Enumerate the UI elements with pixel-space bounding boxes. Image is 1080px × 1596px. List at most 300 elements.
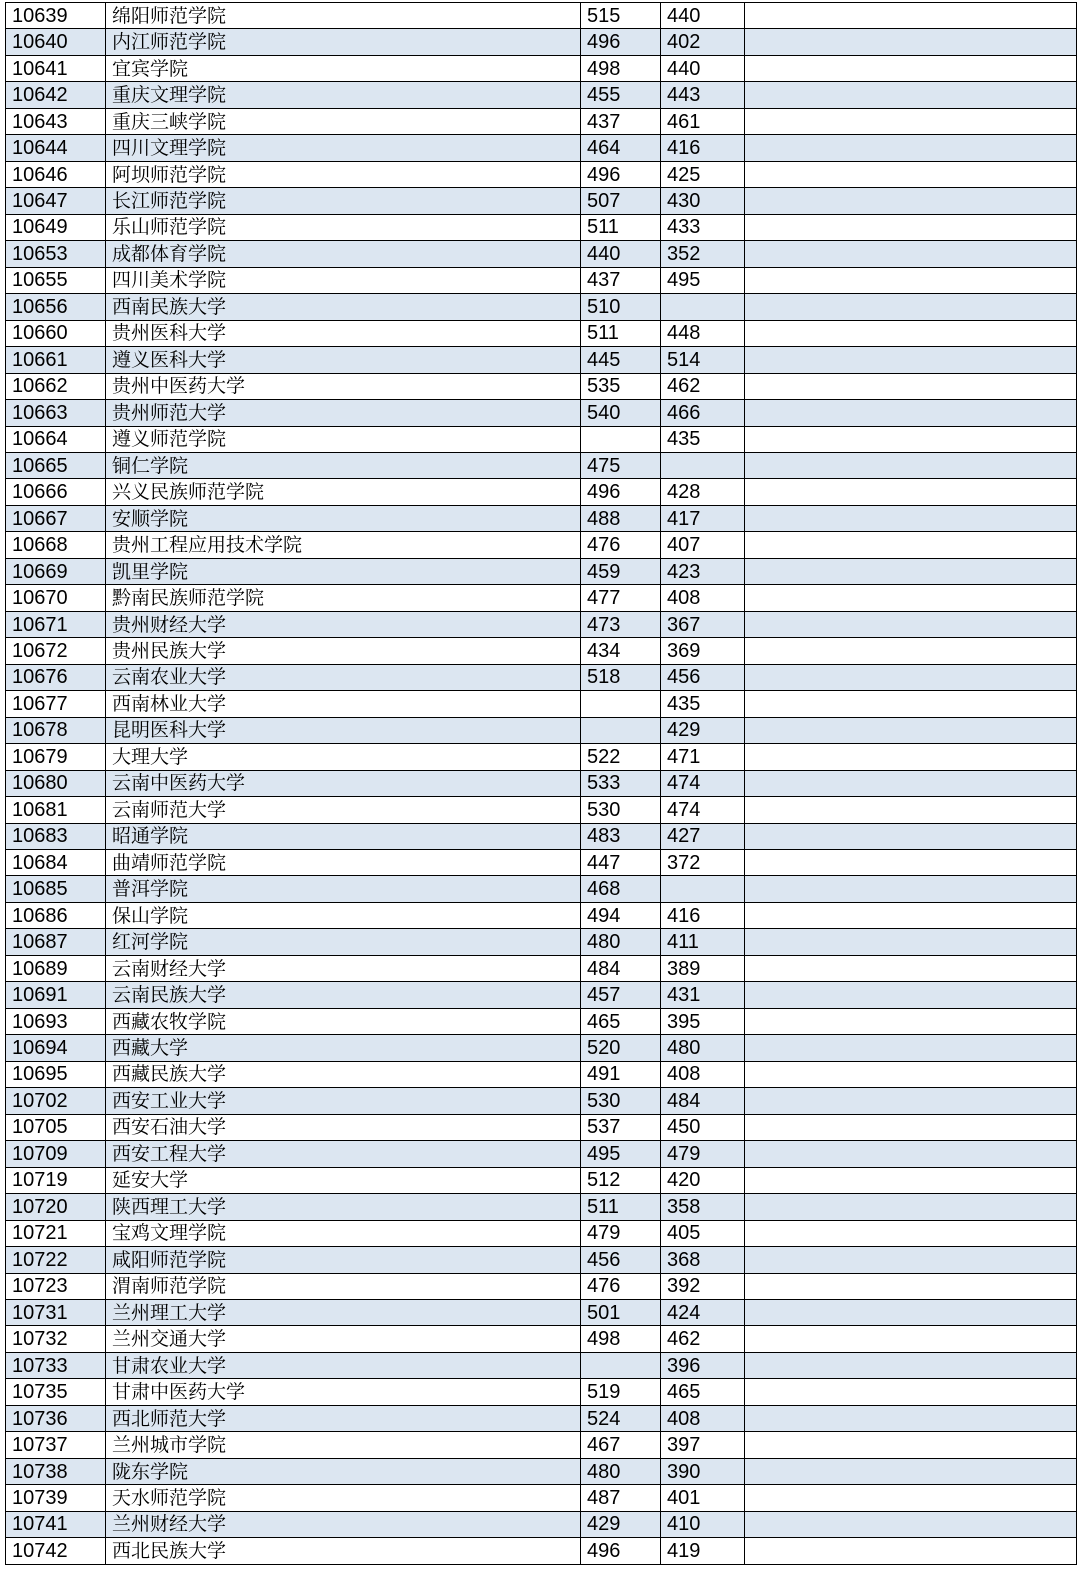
score-b-cell[interactable] [661,294,745,320]
score-b-cell[interactable]: 435 [661,691,745,717]
school-code-cell[interactable]: 10671 [6,611,106,637]
score-b-cell[interactable]: 484 [661,1088,745,1114]
school-code-cell[interactable]: 10722 [6,1247,106,1273]
school-name-cell[interactable]: 西安石油大学 [106,1114,581,1140]
empty-cell[interactable] [745,1008,1077,1034]
school-name-cell[interactable]: 陕西理工大学 [106,1194,581,1220]
school-name-cell[interactable]: 云南农业大学 [106,664,581,690]
school-code-cell[interactable]: 10676 [6,664,106,690]
score-a-cell[interactable]: 535 [581,373,661,399]
score-a-cell[interactable]: 476 [581,1273,661,1299]
school-code-cell[interactable]: 10681 [6,797,106,823]
school-code-cell[interactable]: 10691 [6,982,106,1008]
school-name-cell[interactable]: 四川美术学院 [106,267,581,293]
school-name-cell[interactable]: 西北师范大学 [106,1405,581,1431]
score-b-cell[interactable]: 395 [661,1008,745,1034]
score-b-cell[interactable]: 408 [661,1405,745,1431]
score-b-cell[interactable]: 368 [661,1247,745,1273]
school-name-cell[interactable]: 贵州工程应用技术学院 [106,532,581,558]
school-code-cell[interactable]: 10677 [6,691,106,717]
school-name-cell[interactable]: 曲靖师范学院 [106,850,581,876]
school-code-cell[interactable]: 10685 [6,876,106,902]
school-code-cell[interactable]: 10736 [6,1405,106,1431]
score-b-cell[interactable]: 474 [661,797,745,823]
score-a-cell[interactable]: 437 [581,108,661,134]
school-code-cell[interactable]: 10661 [6,347,106,373]
school-name-cell[interactable]: 黔南民族师范学院 [106,585,581,611]
school-code-cell[interactable]: 10664 [6,426,106,452]
school-code-cell[interactable]: 10656 [6,294,106,320]
empty-cell[interactable] [745,55,1077,81]
score-b-cell[interactable]: 411 [661,929,745,955]
empty-cell[interactable] [745,823,1077,849]
table-row [6,770,1077,796]
score-a-cell[interactable]: 519 [581,1379,661,1405]
school-name-cell[interactable]: 西安工业大学 [106,1088,581,1114]
empty-cell[interactable] [745,1432,1077,1458]
empty-cell[interactable] [745,29,1077,55]
score-a-cell[interactable]: 524 [581,1405,661,1431]
empty-cell[interactable] [745,1511,1077,1537]
school-code-cell[interactable]: 10687 [6,929,106,955]
score-a-cell[interactable]: 437 [581,267,661,293]
empty-cell[interactable] [745,505,1077,531]
score-b-cell[interactable]: 495 [661,267,745,293]
score-b-cell[interactable]: 352 [661,241,745,267]
score-b-cell[interactable]: 423 [661,558,745,584]
school-name-cell[interactable]: 西南林业大学 [106,691,581,717]
empty-cell[interactable] [745,1326,1077,1352]
empty-cell[interactable] [745,161,1077,187]
school-name-cell[interactable]: 西北民族大学 [106,1538,581,1564]
score-b-cell[interactable]: 514 [661,347,745,373]
score-b-cell[interactable]: 440 [661,3,745,29]
school-code-cell[interactable]: 10665 [6,452,106,478]
score-a-cell[interactable]: 498 [581,1326,661,1352]
empty-cell[interactable] [745,108,1077,134]
school-name-cell[interactable]: 云南民族大学 [106,982,581,1008]
score-a-cell[interactable]: 488 [581,505,661,531]
school-name-cell[interactable]: 宝鸡文理学院 [106,1220,581,1246]
school-name-cell[interactable]: 兰州交通大学 [106,1326,581,1352]
school-name-cell[interactable]: 西南民族大学 [106,294,581,320]
empty-cell[interactable] [745,1167,1077,1193]
score-b-cell[interactable]: 417 [661,505,745,531]
empty-cell[interactable] [745,1352,1077,1378]
empty-cell[interactable] [745,1458,1077,1484]
score-a-cell[interactable]: 480 [581,929,661,955]
score-b-cell[interactable]: 466 [661,400,745,426]
school-code-cell[interactable]: 10678 [6,717,106,743]
school-code-cell[interactable]: 10702 [6,1088,106,1114]
empty-cell[interactable] [745,558,1077,584]
school-name-cell[interactable]: 云南中医药大学 [106,770,581,796]
score-a-cell[interactable]: 512 [581,1167,661,1193]
school-name-cell[interactable]: 长江师范学院 [106,188,581,214]
school-name-cell[interactable]: 咸阳师范学院 [106,1247,581,1273]
school-code-cell[interactable]: 10662 [6,373,106,399]
empty-cell[interactable] [745,982,1077,1008]
school-code-cell[interactable]: 10653 [6,241,106,267]
empty-cell[interactable] [745,1299,1077,1325]
school-code-cell[interactable]: 10672 [6,638,106,664]
school-name-cell[interactable]: 凯里学院 [106,558,581,584]
empty-cell[interactable] [745,320,1077,346]
empty-cell[interactable] [745,347,1077,373]
school-code-cell[interactable]: 10695 [6,1061,106,1087]
school-name-cell[interactable]: 昭通学院 [106,823,581,849]
table-row [6,3,1077,29]
school-code-cell[interactable]: 10723 [6,1273,106,1299]
school-code-cell[interactable]: 10655 [6,267,106,293]
empty-cell[interactable] [745,400,1077,426]
score-b-cell[interactable]: 435 [661,426,745,452]
score-b-cell[interactable]: 408 [661,1061,745,1087]
school-code-cell[interactable]: 10720 [6,1194,106,1220]
score-a-cell[interactable]: 479 [581,1220,661,1246]
school-name-cell[interactable]: 贵州民族大学 [106,638,581,664]
score-a-cell[interactable]: 515 [581,3,661,29]
score-b-cell[interactable]: 358 [661,1194,745,1220]
score-b-cell[interactable]: 443 [661,82,745,108]
empty-cell[interactable] [745,294,1077,320]
empty-cell[interactable] [745,770,1077,796]
table-row [6,1458,1077,1484]
score-a-cell[interactable]: 447 [581,850,661,876]
score-a-cell[interactable]: 487 [581,1485,661,1511]
score-a-cell[interactable]: 507 [581,188,661,214]
score-a-cell[interactable]: 496 [581,1538,661,1564]
score-b-cell[interactable]: 462 [661,373,745,399]
school-code-cell[interactable]: 10686 [6,902,106,928]
school-code-cell[interactable]: 10642 [6,82,106,108]
school-name-cell[interactable]: 兰州财经大学 [106,1511,581,1537]
school-name-cell[interactable]: 西安工程大学 [106,1141,581,1167]
score-a-cell[interactable]: 456 [581,1247,661,1273]
score-a-cell[interactable]: 445 [581,347,661,373]
score-b-cell[interactable]: 465 [661,1379,745,1405]
school-code-cell[interactable]: 10670 [6,585,106,611]
school-code-cell[interactable]: 10641 [6,55,106,81]
score-a-cell[interactable]: 537 [581,1114,661,1140]
score-a-cell[interactable]: 530 [581,797,661,823]
school-name-cell[interactable]: 云南财经大学 [106,955,581,981]
score-a-cell[interactable]: 464 [581,135,661,161]
score-a-cell[interactable]: 459 [581,558,661,584]
score-b-cell[interactable]: 396 [661,1352,745,1378]
school-code-cell[interactable]: 10669 [6,558,106,584]
score-b-cell[interactable]: 440 [661,55,745,81]
empty-cell[interactable] [745,876,1077,902]
school-code-cell[interactable]: 10660 [6,320,106,346]
school-name-cell[interactable]: 甘肃农业大学 [106,1352,581,1378]
empty-cell[interactable] [745,479,1077,505]
table-row [6,1405,1077,1431]
score-b-cell[interactable]: 419 [661,1538,745,1564]
school-name-cell[interactable]: 兰州城市学院 [106,1432,581,1458]
school-code-cell[interactable]: 10735 [6,1379,106,1405]
score-a-cell[interactable]: 511 [581,1194,661,1220]
school-code-cell[interactable]: 10683 [6,823,106,849]
score-a-cell[interactable]: 465 [581,1008,661,1034]
score-a-cell[interactable]: 533 [581,770,661,796]
score-a-cell[interactable]: 510 [581,294,661,320]
score-a-cell[interactable] [581,691,661,717]
school-name-cell[interactable]: 贵州中医药大学 [106,373,581,399]
score-a-cell[interactable]: 473 [581,611,661,637]
score-b-cell[interactable]: 424 [661,1299,745,1325]
score-a-cell[interactable]: 455 [581,82,661,108]
school-code-cell[interactable]: 10684 [6,850,106,876]
empty-cell[interactable] [745,850,1077,876]
school-name-cell[interactable]: 保山学院 [106,902,581,928]
empty-cell[interactable] [745,1220,1077,1246]
school-name-cell[interactable]: 遵义师范学院 [106,426,581,452]
empty-cell[interactable] [745,135,1077,161]
school-name-cell[interactable]: 安顺学院 [106,505,581,531]
score-b-cell[interactable]: 461 [661,108,745,134]
score-a-cell[interactable]: 495 [581,1141,661,1167]
empty-cell[interactable] [745,1061,1077,1087]
empty-cell[interactable] [745,1035,1077,1061]
school-code-cell[interactable]: 10731 [6,1299,106,1325]
score-a-cell[interactable]: 429 [581,1511,661,1537]
score-b-cell[interactable]: 402 [661,29,745,55]
empty-cell[interactable] [745,3,1077,29]
empty-cell[interactable] [745,452,1077,478]
empty-cell[interactable] [745,929,1077,955]
school-code-cell[interactable]: 10663 [6,400,106,426]
score-b-cell[interactable]: 389 [661,955,745,981]
empty-cell[interactable] [745,902,1077,928]
empty-cell[interactable] [745,1379,1077,1405]
score-a-cell[interactable]: 501 [581,1299,661,1325]
empty-cell[interactable] [745,188,1077,214]
score-a-cell[interactable]: 467 [581,1432,661,1458]
score-b-cell[interactable]: 471 [661,744,745,770]
score-a-cell[interactable]: 496 [581,29,661,55]
empty-cell[interactable] [745,611,1077,637]
score-b-cell[interactable] [661,452,745,478]
score-b-cell[interactable]: 392 [661,1273,745,1299]
school-name-cell[interactable]: 内江师范学院 [106,29,581,55]
school-code-cell[interactable]: 10647 [6,188,106,214]
score-a-cell[interactable]: 511 [581,214,661,240]
empty-cell[interactable] [745,664,1077,690]
score-a-cell[interactable]: 494 [581,902,661,928]
score-a-cell[interactable]: 498 [581,55,661,81]
school-name-cell[interactable]: 天水师范学院 [106,1485,581,1511]
empty-cell[interactable] [745,373,1077,399]
empty-cell[interactable] [745,691,1077,717]
table-row [6,108,1077,134]
empty-cell[interactable] [745,532,1077,558]
school-name-cell[interactable]: 延安大学 [106,1167,581,1193]
score-b-cell[interactable]: 448 [661,320,745,346]
score-a-cell[interactable] [581,1352,661,1378]
score-a-cell[interactable]: 484 [581,955,661,981]
empty-cell[interactable] [745,1405,1077,1431]
empty-cell[interactable] [745,1247,1077,1273]
school-code-cell[interactable]: 10705 [6,1114,106,1140]
school-name-cell[interactable]: 西藏民族大学 [106,1061,581,1087]
score-a-cell[interactable]: 477 [581,585,661,611]
score-a-cell[interactable]: 475 [581,452,661,478]
score-a-cell[interactable]: 491 [581,1061,661,1087]
school-name-cell[interactable]: 渭南师范学院 [106,1273,581,1299]
score-b-cell[interactable]: 367 [661,611,745,637]
school-code-cell[interactable]: 10640 [6,29,106,55]
school-code-cell[interactable]: 10694 [6,1035,106,1061]
score-b-cell[interactable]: 433 [661,214,745,240]
score-a-cell[interactable]: 522 [581,744,661,770]
score-b-cell[interactable]: 450 [661,1114,745,1140]
score-a-cell[interactable]: 434 [581,638,661,664]
score-b-cell[interactable]: 401 [661,1485,745,1511]
score-b-cell[interactable]: 416 [661,902,745,928]
school-code-cell[interactable]: 10719 [6,1167,106,1193]
school-name-cell[interactable]: 宜宾学院 [106,55,581,81]
school-name-cell[interactable]: 西藏大学 [106,1035,581,1061]
school-code-cell[interactable]: 10644 [6,135,106,161]
score-a-cell[interactable]: 468 [581,876,661,902]
school-code-cell[interactable]: 10733 [6,1352,106,1378]
score-b-cell[interactable]: 480 [661,1035,745,1061]
score-b-cell[interactable]: 390 [661,1458,745,1484]
school-name-cell[interactable]: 重庆三峡学院 [106,108,581,134]
score-b-cell[interactable]: 425 [661,161,745,187]
empty-cell[interactable] [745,1273,1077,1299]
score-a-cell[interactable]: 496 [581,479,661,505]
score-a-cell[interactable]: 476 [581,532,661,558]
score-a-cell[interactable]: 540 [581,400,661,426]
empty-cell[interactable] [745,267,1077,293]
score-b-cell[interactable]: 479 [661,1141,745,1167]
score-a-cell[interactable]: 496 [581,161,661,187]
school-code-cell[interactable]: 10668 [6,532,106,558]
school-name-cell[interactable]: 重庆文理学院 [106,82,581,108]
school-code-cell[interactable]: 10738 [6,1458,106,1484]
score-b-cell[interactable]: 369 [661,638,745,664]
score-b-cell[interactable]: 462 [661,1326,745,1352]
empty-cell[interactable] [745,82,1077,108]
score-b-cell[interactable]: 372 [661,850,745,876]
score-b-cell[interactable]: 397 [661,1432,745,1458]
school-code-cell[interactable]: 10649 [6,214,106,240]
empty-cell[interactable] [745,426,1077,452]
score-a-cell[interactable]: 530 [581,1088,661,1114]
empty-cell[interactable] [745,1194,1077,1220]
school-code-cell[interactable]: 10732 [6,1326,106,1352]
school-code-cell[interactable]: 10646 [6,161,106,187]
score-a-cell[interactable]: 511 [581,320,661,346]
empty-cell[interactable] [745,1088,1077,1114]
school-name-cell[interactable]: 云南师范大学 [106,797,581,823]
score-b-cell[interactable] [661,876,745,902]
school-code-cell[interactable]: 10689 [6,955,106,981]
school-code-cell[interactable]: 10667 [6,505,106,531]
school-code-cell[interactable]: 10643 [6,108,106,134]
score-b-cell[interactable]: 410 [661,1511,745,1537]
school-code-cell[interactable]: 10693 [6,1008,106,1034]
school-name-cell[interactable]: 贵州财经大学 [106,611,581,637]
score-b-cell[interactable]: 456 [661,664,745,690]
school-code-cell[interactable]: 10739 [6,1485,106,1511]
school-name-cell[interactable]: 四川文理学院 [106,135,581,161]
school-name-cell[interactable]: 贵州师范大学 [106,400,581,426]
school-name-cell[interactable]: 甘肃中医药大学 [106,1379,581,1405]
school-name-cell[interactable]: 大理大学 [106,744,581,770]
score-b-cell[interactable]: 427 [661,823,745,849]
school-name-cell[interactable]: 阿坝师范学院 [106,161,581,187]
score-a-cell[interactable]: 520 [581,1035,661,1061]
score-b-cell[interactable]: 429 [661,717,745,743]
school-name-cell[interactable]: 西藏农牧学院 [106,1008,581,1034]
school-name-cell[interactable]: 普洱学院 [106,876,581,902]
score-a-cell[interactable]: 483 [581,823,661,849]
score-a-cell[interactable]: 480 [581,1458,661,1484]
school-name-cell[interactable]: 绵阳师范学院 [106,3,581,29]
score-b-cell[interactable]: 407 [661,532,745,558]
school-code-cell[interactable]: 10679 [6,744,106,770]
empty-cell[interactable] [745,585,1077,611]
score-b-cell[interactable]: 408 [661,585,745,611]
score-a-cell[interactable]: 440 [581,241,661,267]
school-name-cell[interactable]: 昆明医科大学 [106,717,581,743]
score-b-cell[interactable]: 420 [661,1167,745,1193]
school-name-cell[interactable]: 乐山师范学院 [106,214,581,240]
empty-cell[interactable] [745,955,1077,981]
empty-cell[interactable] [745,1485,1077,1511]
score-b-cell[interactable]: 428 [661,479,745,505]
school-name-cell[interactable]: 铜仁学院 [106,452,581,478]
score-b-cell[interactable]: 416 [661,135,745,161]
score-a-cell[interactable] [581,426,661,452]
empty-cell[interactable] [745,241,1077,267]
school-name-cell[interactable]: 遵义医科大学 [106,347,581,373]
empty-cell[interactable] [745,214,1077,240]
empty-cell[interactable] [745,717,1077,743]
score-a-cell[interactable] [581,717,661,743]
school-code-cell[interactable]: 10742 [6,1538,106,1564]
school-name-cell[interactable]: 红河学院 [106,929,581,955]
school-code-cell[interactable]: 10666 [6,479,106,505]
school-code-cell[interactable]: 10737 [6,1432,106,1458]
school-name-cell[interactable]: 兰州理工大学 [106,1299,581,1325]
empty-cell[interactable] [745,638,1077,664]
score-b-cell[interactable]: 474 [661,770,745,796]
score-b-cell[interactable]: 430 [661,188,745,214]
school-code-cell[interactable]: 10680 [6,770,106,796]
school-name-cell[interactable]: 陇东学院 [106,1458,581,1484]
school-code-cell[interactable]: 10721 [6,1220,106,1246]
school-code-cell[interactable]: 10639 [6,3,106,29]
empty-cell[interactable] [745,1141,1077,1167]
school-name-cell[interactable]: 兴义民族师范学院 [106,479,581,505]
school-name-cell[interactable]: 贵州医科大学 [106,320,581,346]
empty-cell[interactable] [745,797,1077,823]
empty-cell[interactable] [745,1538,1077,1564]
empty-cell[interactable] [745,744,1077,770]
school-name-cell[interactable]: 成都体育学院 [106,241,581,267]
school-code-cell[interactable]: 10741 [6,1511,106,1537]
empty-cell[interactable] [745,1114,1077,1140]
score-a-cell[interactable]: 457 [581,982,661,1008]
score-b-cell[interactable]: 405 [661,1220,745,1246]
score-a-cell[interactable]: 518 [581,664,661,690]
school-code-cell[interactable]: 10709 [6,1141,106,1167]
score-b-cell[interactable]: 431 [661,982,745,1008]
